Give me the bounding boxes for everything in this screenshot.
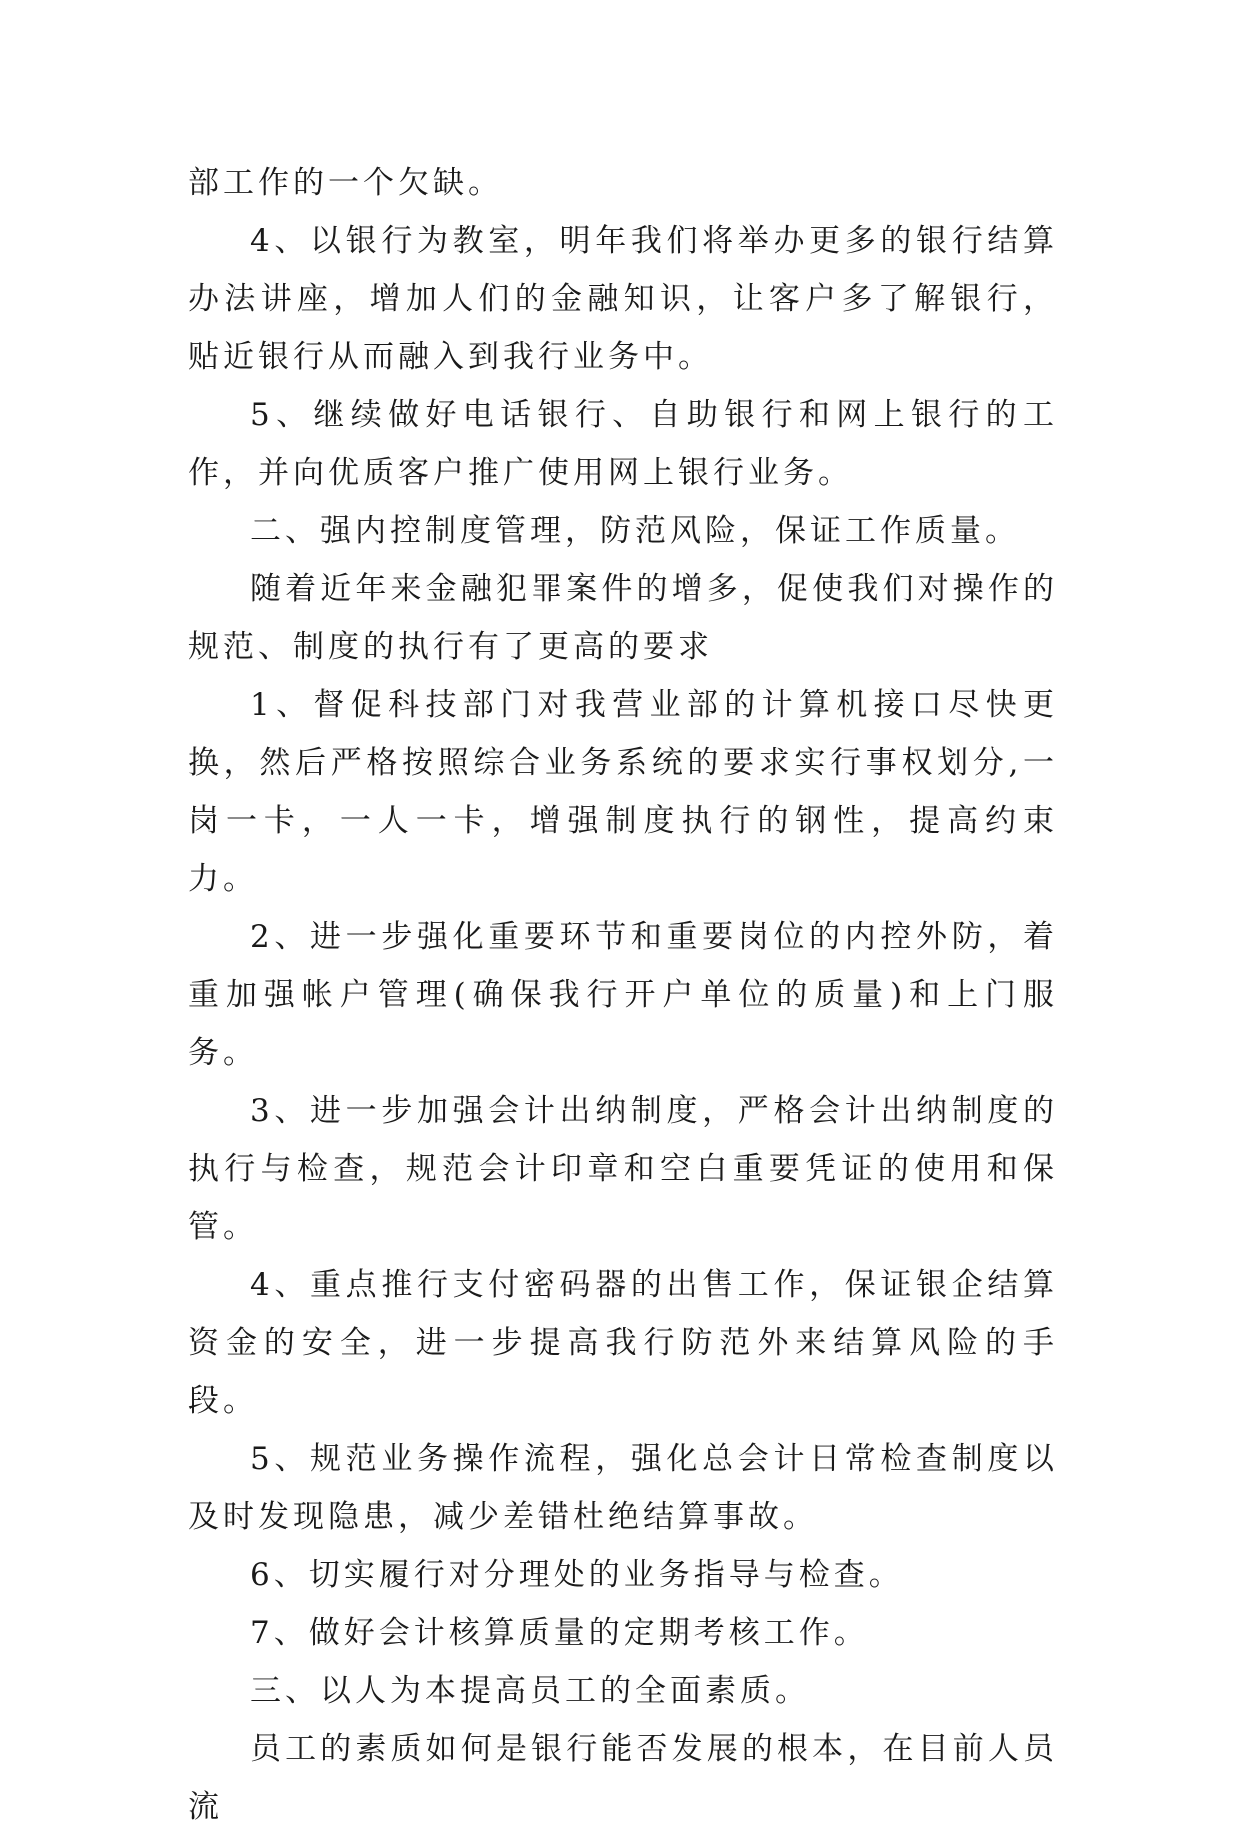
paragraph-item-1-interface: 1、督促科技部门对我营业部的计算机接口尽快更换，然后严格按照综合业务系统的要求实行事权划分,一岗一卡，一人一卡，增强制度执行的钢性，提高约束力。 <box>188 687 1058 897</box>
paragraph-item-5-process: 5、规范业务操作流程，强化总会计日常检查制度以及时发现隐患，减少差错杜绝结算事故。 <box>188 1441 1058 1535</box>
paragraph-item-4-password-device: 4、重点推行支付密码器的出售工作，保证银企结算资金的安全，进一步提高我行防范外来结算风险的手段。 <box>188 1267 1058 1419</box>
paragraph-item-6-guidance: 6、切实履行对分理处的业务指导与检查。 <box>250 1557 904 1593</box>
section-heading-internal-control: 二、强内控制度管理，防范风险，保证工作质量。 <box>250 513 1020 549</box>
paragraph-financial-crime: 随着近年来金融犯罪案件的增多，促使我们对操作的规范、制度的执行有了更高的要求 <box>188 571 1058 665</box>
section-heading-staff-quality: 三、以人为本提高员工的全面素质。 <box>250 1673 810 1709</box>
paragraph-item-5-e-banking: 5、继续做好电话银行、自助银行和网上银行的工作，并向优质客户推广使用网上银行业务。 <box>188 397 1058 491</box>
document-body <box>188 154 1058 1836</box>
paragraph-item-4-training: 4、以银行为教室，明年我们将举办更多的银行结算办法讲座，增加人们的金融知识，让客户多了解银行，贴近银行从而融入到我行业务中。 <box>188 223 1058 375</box>
paragraph-item-7-assessment: 7、做好会计核算质量的定期考核工作。 <box>250 1615 869 1651</box>
paragraph-item-2-key-posts: 2、进一步强化重要环节和重要岗位的内控外防，着重加强帐户管理(确保我行开户单位的质量)和上门服务。 <box>188 919 1058 1071</box>
paragraph-staff-quality: 员工的素质如何是银行能否发展的根本，在目前人员流 <box>188 1731 1058 1825</box>
paragraph-item-3-cashier: 3、进一步加强会计出纳制度，严格会计出纳制度的执行与检查，规范会计印章和空白重要凭证的使用和保管。 <box>188 1093 1058 1245</box>
paragraph-continuation: 部工作的一个欠缺。 <box>188 165 503 201</box>
